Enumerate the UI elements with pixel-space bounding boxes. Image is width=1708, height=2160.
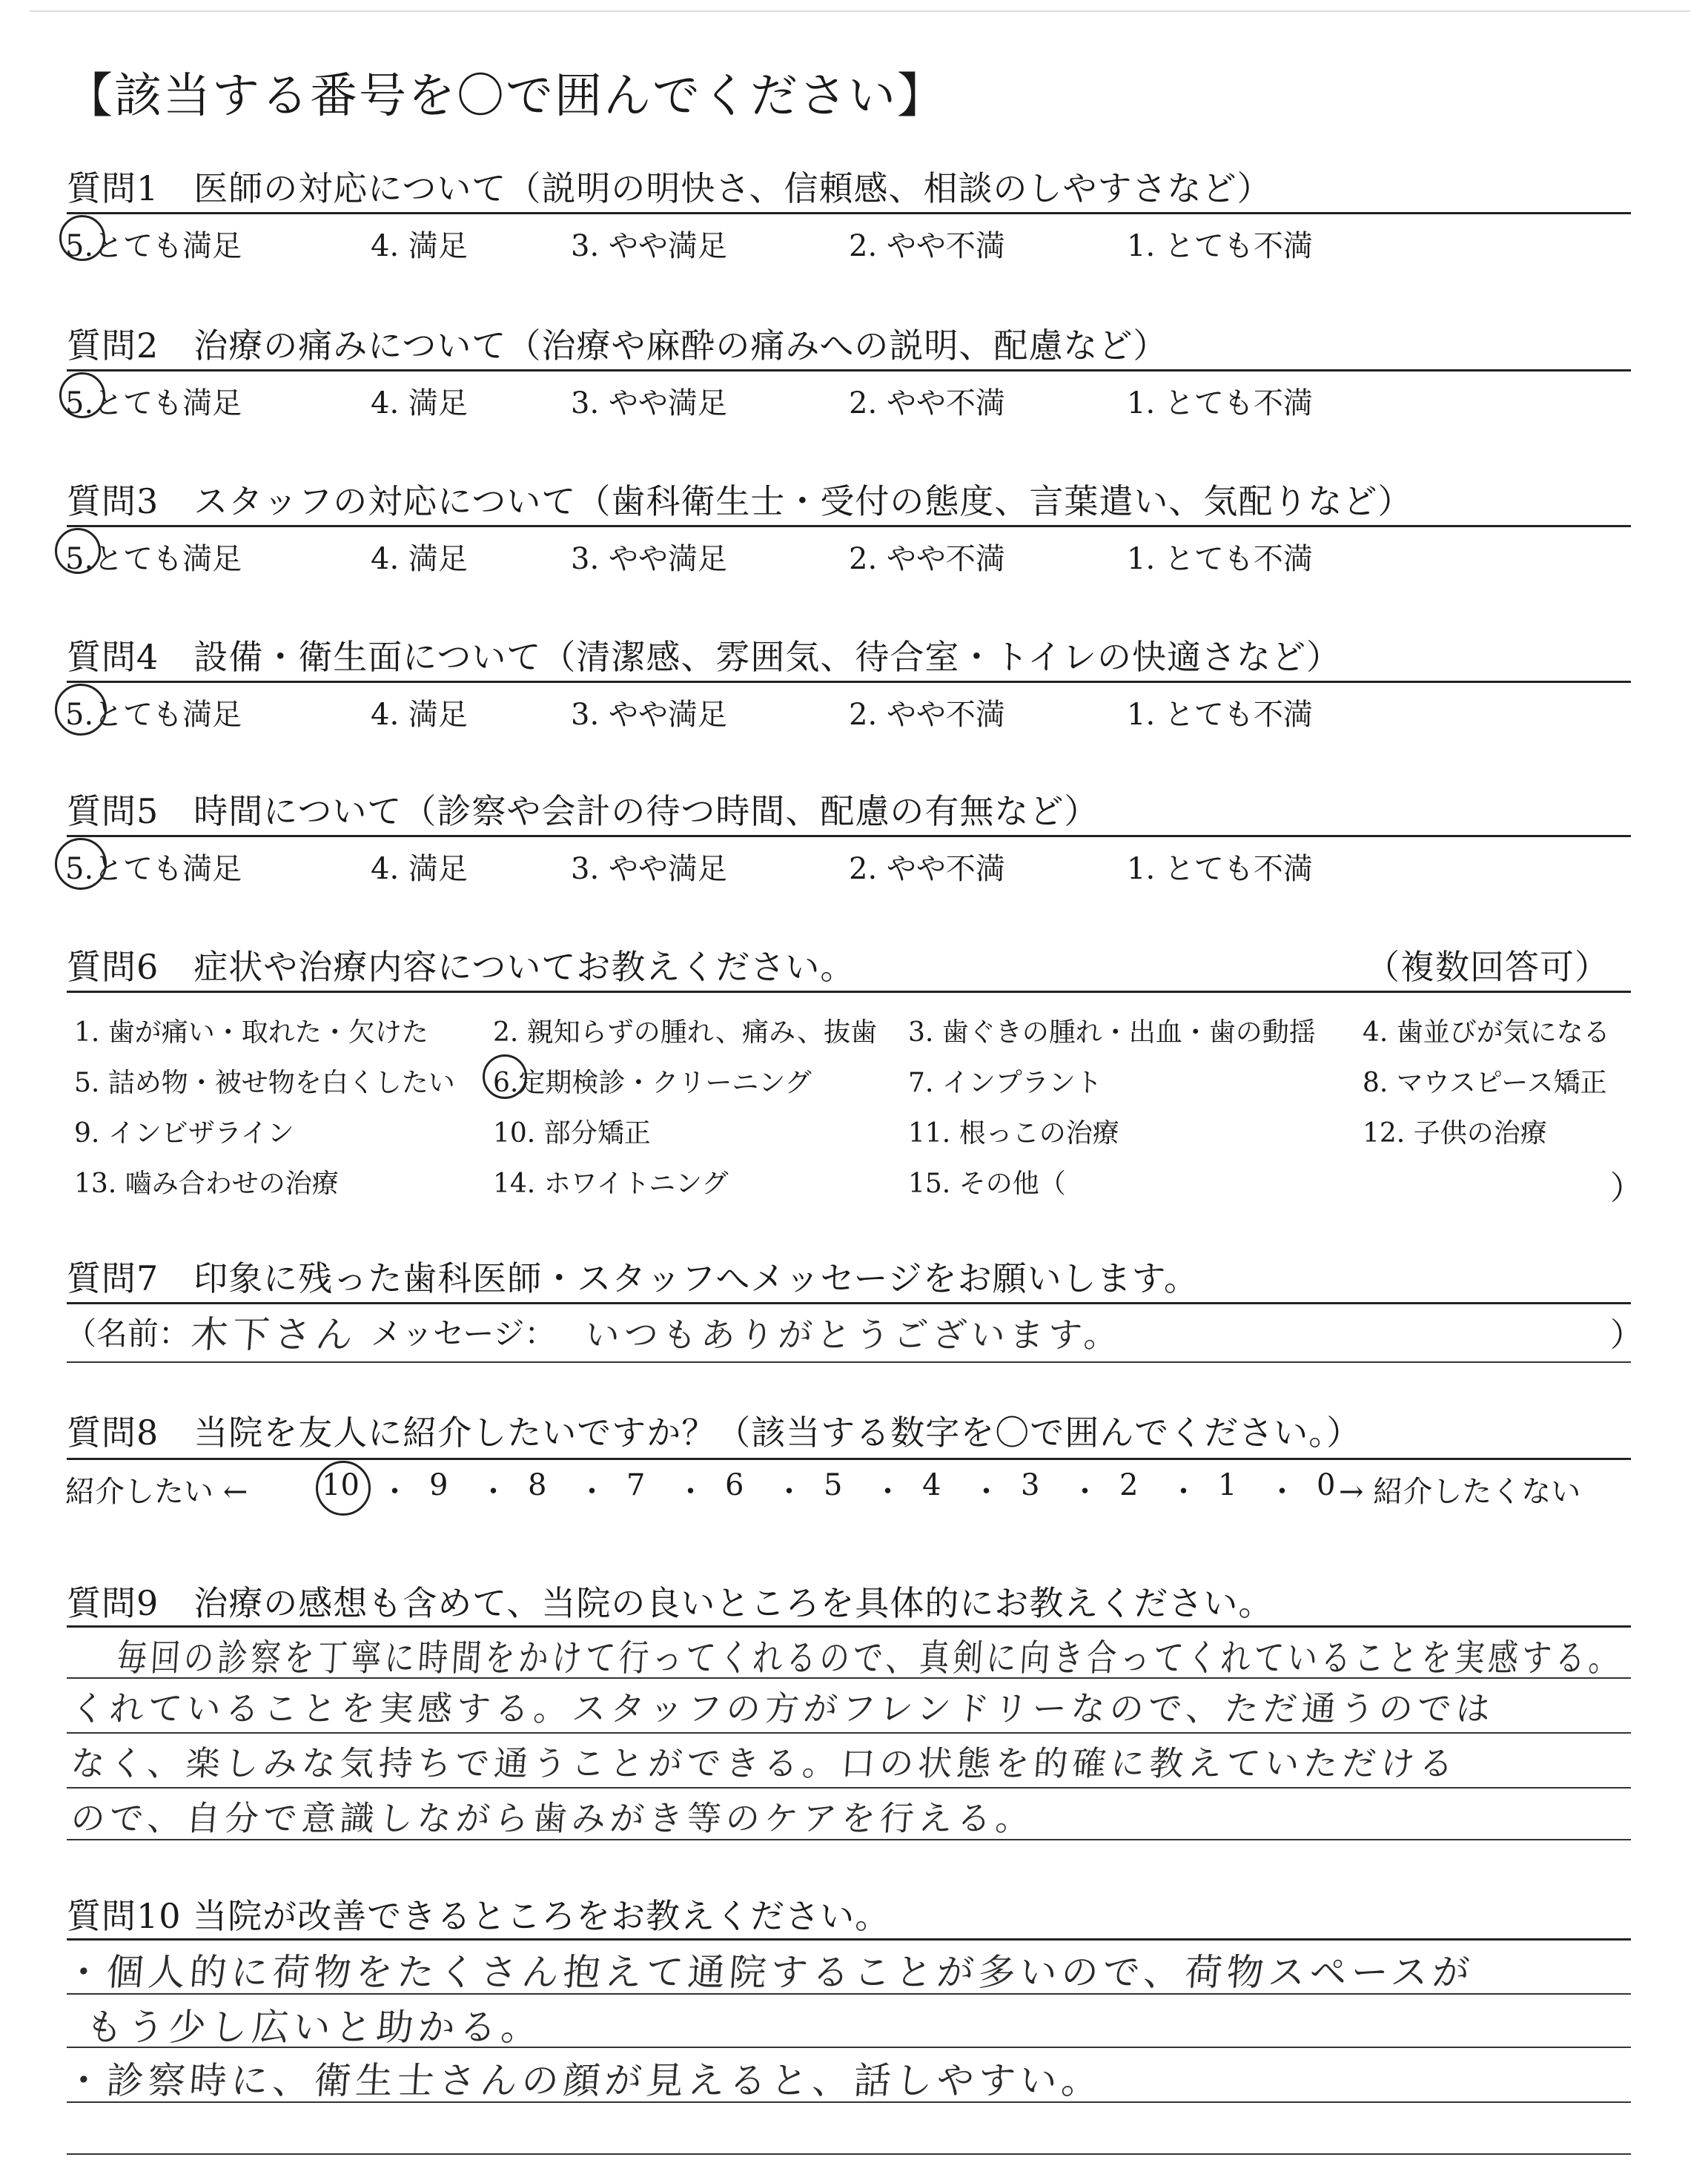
scan-top-edge [30, 10, 1690, 12]
q8-scale-dot: ・ [971, 1475, 1002, 1509]
q3-option-3: 3. やや満足 [571, 542, 727, 576]
q6-option-10: 10. 部分矯正 [493, 1118, 651, 1149]
q8-scale-9: 9 [429, 1468, 448, 1502]
q8-title: 質問8 当院を友人に紹介したいですか？（該当する数字を〇で囲んでください。） [67, 1413, 1362, 1453]
q7-title: 質問7 印象に残った歯科医師・スタッフへメッセージをお願いします。 [67, 1258, 1199, 1298]
q6-rule [67, 991, 1631, 993]
q5-option-1: 1. とても不満 [1127, 852, 1313, 886]
q6-option-14: 14. ホワイトニング [493, 1169, 729, 1199]
q8-scale-7: 7 [626, 1468, 646, 1502]
q8-scale-dot: ・ [478, 1475, 509, 1509]
q9-line-4: ので、自分で意識しながら歯みがき等のケアを行える。 [69, 1798, 1036, 1838]
q7-bottom-rule [67, 1361, 1631, 1363]
q2-option-5: 5.とても満足 [65, 386, 242, 420]
q5-option-3: 3. やや満足 [571, 852, 727, 886]
q1-option-3: 3. やや満足 [571, 229, 727, 263]
q7-rule [67, 1302, 1631, 1304]
q4-selected-circle [55, 684, 107, 736]
q6-option-11: 11. 根っこの治療 [908, 1118, 1119, 1149]
q1-option-5: 5.とても満足 [65, 229, 242, 263]
q7-name-value: 木下さん [189, 1313, 359, 1356]
q4-rule [67, 681, 1631, 683]
q5-rule [67, 835, 1631, 837]
q8-scale-8: 8 [528, 1468, 547, 1502]
q6-close-paren: ） [1610, 1169, 1643, 1207]
q10-line-2: もう少し広いと助かる。 [84, 2006, 544, 2049]
q6-option-8: 8. マウスピース矯正 [1363, 1068, 1607, 1098]
q8-rule [67, 1458, 1631, 1460]
q2-option-3: 3. やや満足 [571, 386, 727, 420]
q10-rule-5 [67, 2153, 1631, 2155]
q6-option-1: 1. 歯が痛い・取れた・欠けた [74, 1017, 428, 1048]
q1-option-2: 2. やや不満 [849, 229, 1005, 263]
q4-option-2: 2. やや不満 [849, 698, 1005, 732]
q3-option-5: 5.とても満足 [65, 542, 242, 576]
q8-scale-dot: ・ [1168, 1475, 1199, 1509]
q7-name-label: （名前： [65, 1315, 191, 1352]
q1-rule [67, 212, 1631, 214]
q10-line-3: ・診察時に、衛生士さんの顔が見えると、話しやすい。 [63, 2059, 1105, 2102]
q8-scale-dot: ・ [873, 1475, 903, 1509]
q5-title: 質問5 時間について（診察や会計の待つ時間、配慮の有無など） [67, 791, 1099, 831]
q10-title: 質問10 当院が改善できるところをお教えください。 [67, 1896, 890, 1936]
q9-rule-3 [67, 1732, 1631, 1734]
q3-rule [67, 525, 1631, 527]
q8-scale-dot: ・ [1070, 1475, 1100, 1509]
q2-option-2: 2. やや不満 [849, 386, 1005, 420]
q7-message-value: いつもありがとうございます。 [583, 1315, 1125, 1355]
q6-option-12: 12. 子供の治療 [1363, 1118, 1547, 1149]
q2-option-4: 4. 満足 [371, 386, 468, 420]
q7-close-paren: ） [1610, 1316, 1643, 1354]
q6-option-4: 4. 歯並びが気になる [1363, 1017, 1610, 1048]
q8-scale-10: 10 [322, 1468, 360, 1502]
q6-option-15: 15. その他（ [908, 1169, 1066, 1199]
q2-option-1: 1. とても不満 [1127, 386, 1313, 420]
q8-right-label: → 紹介したくない [1339, 1475, 1581, 1509]
q8-scale-0: 0 [1317, 1468, 1336, 1502]
q1-selected-circle [59, 215, 105, 261]
q8-scale-4: 4 [922, 1468, 941, 1502]
q1-title: 質問1 医師の対応について（説明の明快さ、信頼感、相談のしやすさなど） [67, 168, 1272, 208]
q5-option-4: 4. 満足 [371, 852, 468, 886]
q4-option-1: 1. とても不満 [1127, 698, 1313, 732]
q5-option-2: 2. やや不満 [849, 852, 1005, 886]
q6-option-6: 6.定期検診・クリーニング [493, 1068, 812, 1098]
q8-scale-dot: ・ [774, 1475, 804, 1509]
q4-option-5: 5.とても満足 [65, 698, 242, 732]
q8-scale-5: 5 [824, 1468, 843, 1502]
q8-left-label: 紹介したい ← [65, 1475, 248, 1509]
q2-selected-circle [59, 372, 105, 418]
q8-scale-dot: ・ [675, 1475, 706, 1509]
q9-line-3: なく、楽しみな気持ちで通うことができる。口の状態を的確に教えていただける [69, 1743, 1460, 1783]
q8-scale-dot: ・ [1267, 1475, 1297, 1509]
q9-title: 質問9 治療の感想も含めて、当院の良いところを具体的にお教えください。 [67, 1583, 1274, 1623]
q5-option-5: 5.とても満足 [65, 852, 242, 886]
q9-line-1: 毎回の診察を丁寧に時間をかけて行ってくれるので、真剣に向き合ってくれていることを実感する。 [116, 1636, 1623, 1680]
q4-title: 質問4 設備・衛生面について（清潔感、雰囲気、待合室・トイレの快適さなど） [67, 637, 1342, 677]
q10-line-1: ・個人的に荷物をたくさん抱えて通院することが多いので、荷物スペースが [63, 1951, 1476, 1994]
q3-selected-circle [55, 528, 101, 574]
q6-option-9: 9. インビザライン [74, 1118, 294, 1149]
page-header: 【該当する番号を〇で囲んでください】 [65, 69, 946, 124]
q4-option-3: 3. やや満足 [571, 698, 727, 732]
q9-line-2: くれていることを実感する。スタッフの方がフレンドリーなので、ただ通うのでは [69, 1688, 1496, 1728]
q8-scale-3: 3 [1021, 1468, 1040, 1502]
q5-selected-circle [55, 838, 107, 890]
q2-title: 質問2 治療の痛みについて（治療や麻酔の痛みへの説明、配慮など） [67, 326, 1168, 366]
q4-option-4: 4. 満足 [371, 698, 468, 732]
q3-title: 質問3 スタッフの対応について（歯科衛生士・受付の態度、言葉遣い、気配りなど） [67, 481, 1413, 521]
q1-option-4: 4. 満足 [371, 229, 468, 263]
q9-rule-4 [67, 1787, 1631, 1789]
q8-scale-2: 2 [1119, 1468, 1139, 1502]
q6-option-13: 13. 嚙み合わせの治療 [74, 1169, 339, 1199]
q6-option-3: 3. 歯ぐきの腫れ・出血・歯の動揺 [908, 1017, 1316, 1048]
q8-scale-dot: ・ [577, 1475, 607, 1509]
q6-option-2: 2. 親知らずの腫れ、痛み、抜歯 [493, 1017, 878, 1048]
q8-scale-6: 6 [725, 1468, 744, 1502]
q6-option-5: 5. 詰め物・被せ物を白くしたい [74, 1068, 455, 1098]
q6-note: （複数回答可） [1366, 947, 1609, 987]
q2-rule [67, 369, 1631, 371]
q6-option-7: 7. インプラント [908, 1068, 1102, 1098]
q9-rule-1 [67, 1625, 1631, 1628]
q3-option-1: 1. とても不満 [1127, 542, 1313, 576]
q10-rule-1 [67, 1938, 1631, 1941]
q7-message-label: メッセージ： [371, 1315, 556, 1352]
q6-title: 質問6 症状や治療内容についてお教えください。 [67, 947, 855, 987]
q8-scale-1: 1 [1218, 1468, 1237, 1502]
q3-option-4: 4. 満足 [371, 542, 468, 576]
q8-scale-dot: ・ [380, 1475, 410, 1509]
q3-option-2: 2. やや不満 [849, 542, 1005, 576]
q1-option-1: 1. とても不満 [1127, 229, 1313, 263]
